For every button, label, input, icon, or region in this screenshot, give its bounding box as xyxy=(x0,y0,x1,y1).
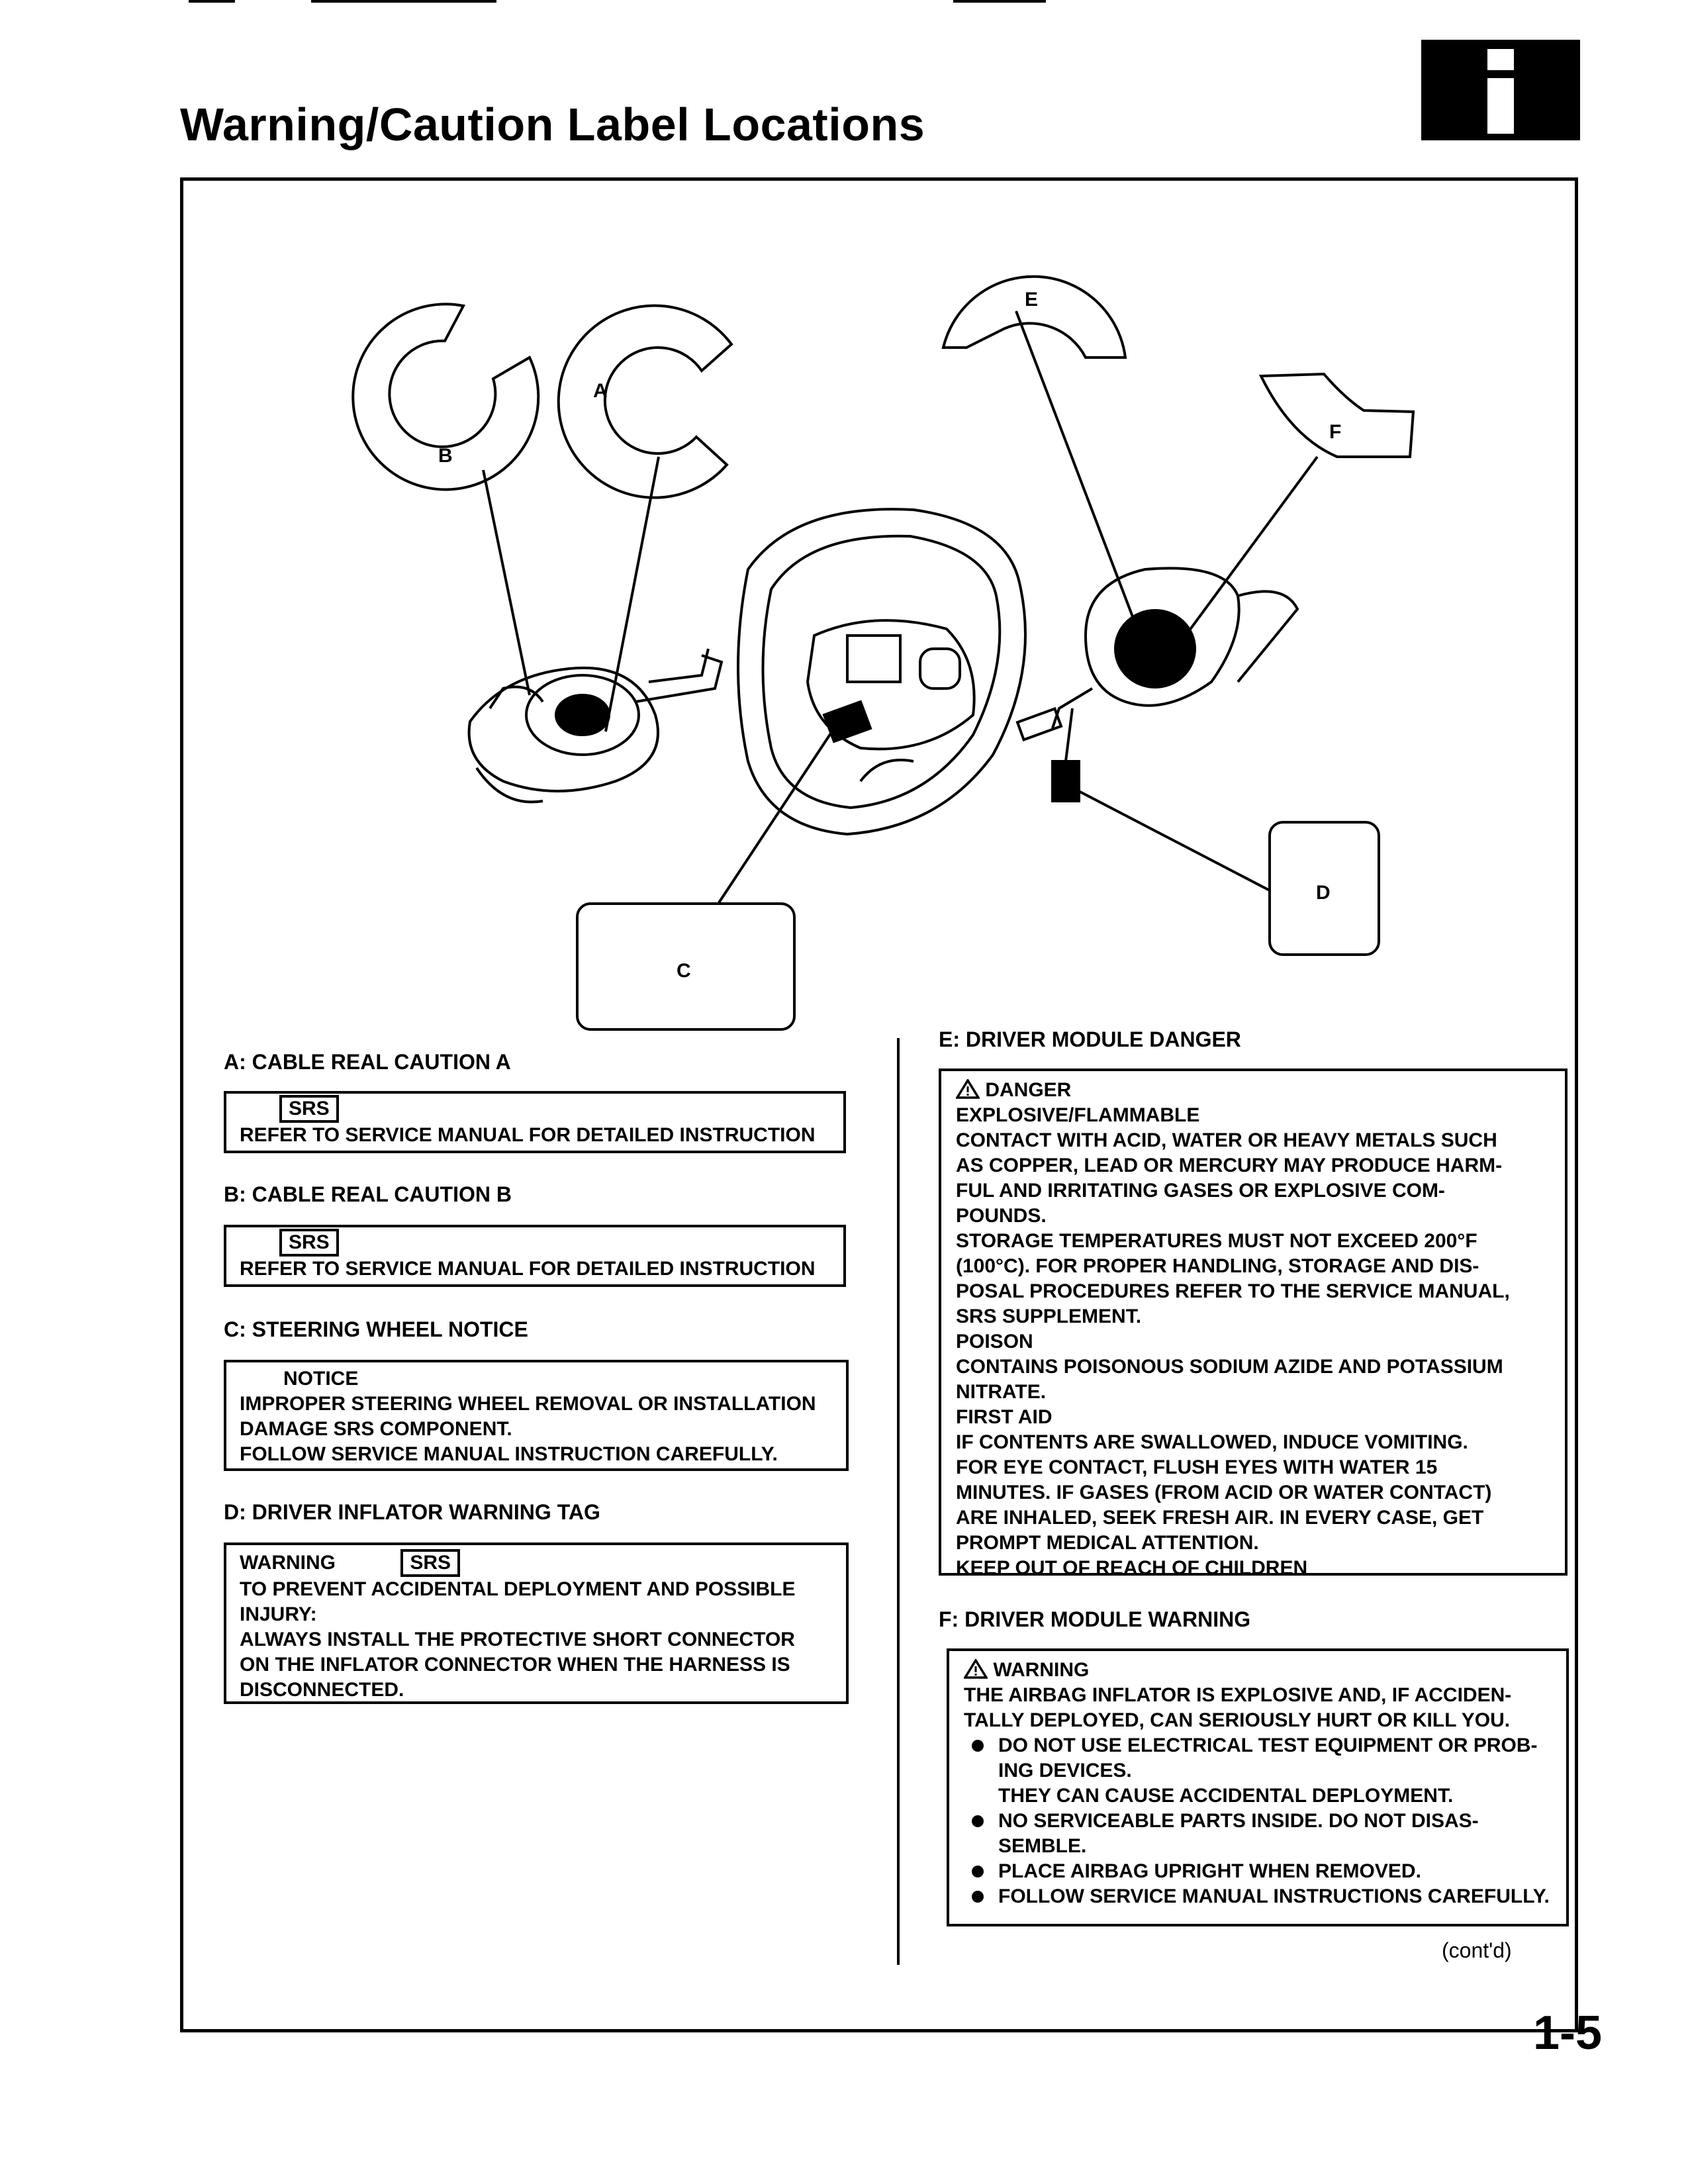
page-title: Warning/Caution Label Locations xyxy=(180,99,925,150)
label-e-line: CONTACT WITH ACID, WATER OR HEAVY METALS SUCH xyxy=(956,1129,1497,1151)
diagram-letter-e: E xyxy=(1025,289,1039,310)
label-e-line: (100°C). FOR PROPER HANDLING, STORAGE AND DIS- xyxy=(956,1255,1479,1277)
diagram-letter-f: F xyxy=(1329,421,1342,443)
bullet-item: DO NOT USE ELECTRICAL TEST EQUIPMENT OR PROB-ING DEVICES. xyxy=(964,1733,1552,1783)
danger-heading: DANGER xyxy=(985,1079,1072,1101)
srs-badge: SRS xyxy=(279,1229,339,1257)
diagram-letter-c: C xyxy=(677,960,691,982)
bullet-item: NO SERVICEABLE PARTS INSIDE. DO NOT DISAS-SEMBLE. xyxy=(964,1809,1552,1859)
label-d-box xyxy=(224,1543,849,1704)
label-f-intro: TALLY DEPLOYED, CAN SERIOUSLY HURT OR KILL YOU. xyxy=(964,1709,1511,1731)
warning-triangle-icon xyxy=(964,1659,993,1681)
section-a-title: A: CABLE REAL CAUTION A xyxy=(224,1050,511,1074)
section-e-title: E: DRIVER MODULE DANGER xyxy=(939,1027,1241,1051)
label-d-line: TO PREVENT ACCIDENTAL DEPLOYMENT AND POSSIBLE xyxy=(240,1578,796,1600)
notice-heading: NOTICE xyxy=(283,1368,359,1390)
label-a-box xyxy=(224,1091,846,1153)
diagram-letter-a: A xyxy=(593,380,608,402)
label-e-line: EXPLOSIVE/FLAMMABLE xyxy=(956,1104,1200,1126)
diagram-letter-d: D xyxy=(1316,882,1331,904)
label-e-line: FOR EYE CONTACT, FLUSH EYES WITH WATER 15 xyxy=(956,1456,1438,1478)
bullet-item: PLACE AIRBAG UPRIGHT WHEN REMOVED. xyxy=(964,1859,1552,1884)
label-e-line: SRS SUPPLEMENT. xyxy=(956,1306,1142,1327)
srs-badge: SRS xyxy=(400,1549,460,1577)
label-e-line: CONTAINS POISONOUS SODIUM AZIDE AND POTASSIUM xyxy=(956,1356,1503,1378)
label-e-line: IF CONTENTS ARE SWALLOWED, INDUCE VOMITING. xyxy=(956,1431,1468,1453)
page-number: 1-5 xyxy=(1533,2007,1603,2060)
label-d-line: INJURY: xyxy=(240,1603,317,1625)
srs-badge: SRS xyxy=(279,1095,339,1123)
section-b-title: B: CABLE REAL CAUTION B xyxy=(224,1182,512,1206)
label-e-line: POUNDS. xyxy=(956,1205,1047,1227)
column-divider xyxy=(897,1038,900,1965)
label-e-line: AS COPPER, LEAD OR MERCURY MAY PRODUCE HARM- xyxy=(956,1155,1503,1176)
label-d-line: DISCONNECTED. xyxy=(240,1679,404,1701)
bullet-item: FOLLOW SERVICE MANUAL INSTRUCTIONS CAREFULLY. xyxy=(964,1884,1552,1909)
label-c-line: DAMAGE SRS COMPONENT. xyxy=(240,1418,512,1440)
label-a-text: REFER TO SERVICE MANUAL FOR DETAILED INSTRUCTION xyxy=(240,1124,816,1146)
label-e-line: PROMPT MEDICAL ATTENTION. xyxy=(956,1532,1259,1554)
label-e-line: MINUTES. IF GASES (FROM ACID OR WATER CONTACT) xyxy=(956,1482,1492,1503)
label-c-line: IMPROPER STEERING WHEEL REMOVAL OR INSTALLATION xyxy=(240,1393,816,1415)
label-e-line: POSAL PROCEDURES REFER TO THE SERVICE MANUAL, xyxy=(956,1280,1510,1302)
label-e-line: POISON xyxy=(956,1331,1033,1353)
label-f-box xyxy=(947,1648,1569,1926)
label-a-shape xyxy=(559,306,731,498)
section-d-title: D: DRIVER INFLATOR WARNING TAG xyxy=(224,1500,600,1524)
label-b-text: REFER TO SERVICE MANUAL FOR DETAILED INSTRUCTION xyxy=(240,1258,816,1280)
label-e-box xyxy=(939,1068,1568,1579)
continued-note: (cont'd) xyxy=(1442,1938,1512,1962)
bullet-sub-text: THEY CAN CAUSE ACCIDENTAL DEPLOYMENT. xyxy=(998,1785,1454,1807)
label-f-shape xyxy=(1261,374,1413,457)
label-e-line: KEEP OUT OF REACH OF CHILDREN xyxy=(956,1557,1308,1579)
label-b-box xyxy=(224,1225,846,1287)
label-d-line: ON THE INFLATOR CONNECTOR WHEN THE HARNESS IS xyxy=(240,1654,790,1676)
label-c-box xyxy=(224,1360,849,1471)
section-f-title: F: DRIVER MODULE WARNING xyxy=(939,1607,1251,1631)
label-e-line: NITRATE. xyxy=(956,1381,1047,1403)
label-d-line: ALWAYS INSTALL THE PROTECTIVE SHORT CONNECTOR xyxy=(240,1629,795,1650)
section-c-title: C: STEERING WHEEL NOTICE xyxy=(224,1317,528,1341)
warning-triangle-icon xyxy=(956,1079,985,1101)
warning-heading: WARNING xyxy=(993,1659,1090,1681)
diagram-letter-b: B xyxy=(438,445,453,467)
warning-heading: WARNING xyxy=(240,1552,336,1574)
label-c-line: FOLLOW SERVICE MANUAL INSTRUCTION CAREFULLY. xyxy=(240,1443,778,1465)
bullet-continuation xyxy=(964,1783,1552,1809)
label-e-line: STORAGE TEMPERATURES MUST NOT EXCEED 200°F xyxy=(956,1230,1477,1252)
label-e-line: FUL AND IRRITATING GASES OR EXPLOSIVE COM- xyxy=(956,1180,1445,1202)
label-f-intro: THE AIRBAG INFLATOR IS EXPLOSIVE AND, IF ACCIDEN- xyxy=(964,1684,1512,1706)
label-e-line: ARE INHALED, SEEK FRESH AIR. IN EVERY CASE, GET xyxy=(956,1507,1484,1529)
label-e-line: FIRST AID xyxy=(956,1406,1053,1428)
